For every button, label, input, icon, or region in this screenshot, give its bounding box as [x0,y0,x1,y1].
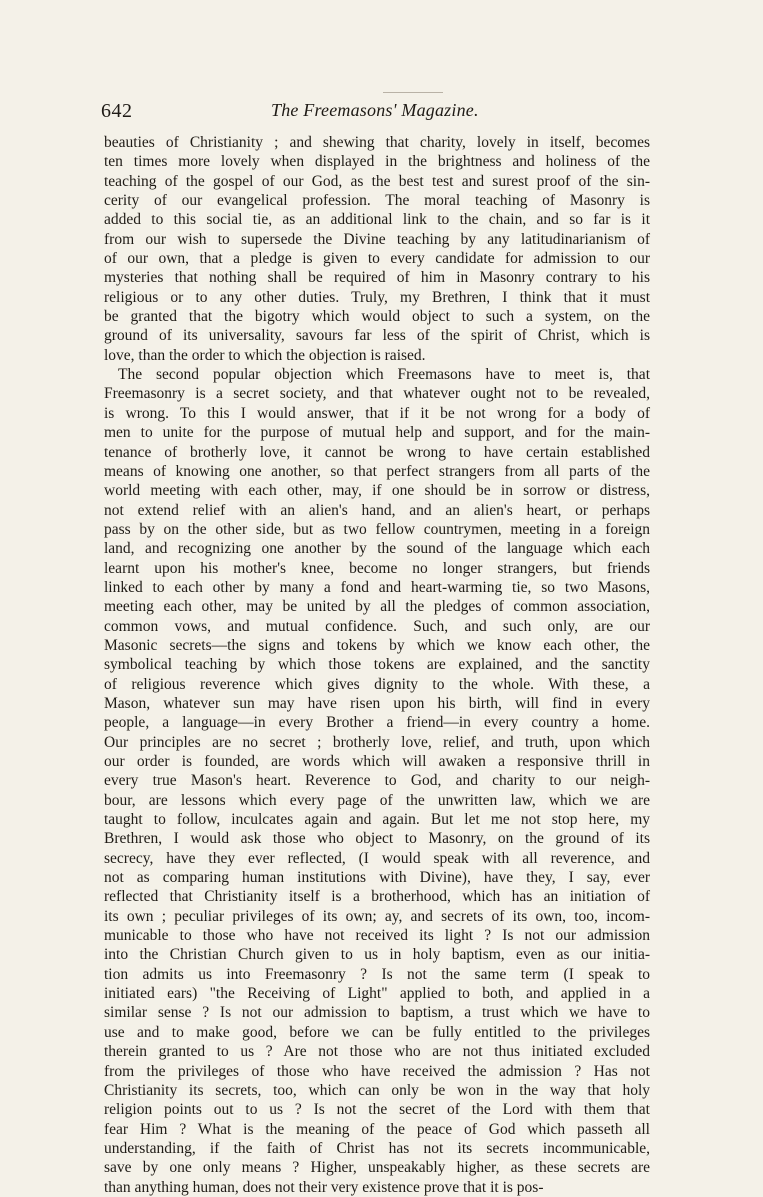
text-line: learnt upon his mother's knee, become no longer strangers, but friends [104,559,650,577]
text-line: Our principles are no secret ; brotherly love, relief, and truth, upon which [104,733,650,751]
page-number: 642 [101,100,133,122]
text-line: not extend relief with an alien's hand, and an alien's heart, or perhaps [104,501,650,519]
text-line: symbolical teaching by which those tokens are explained, and the sanctity [104,656,650,674]
text-line: from our wish to supersede the Divine teaching by any latitudinarianism of [104,230,650,248]
text-line: of religious reverence which gives dignity to the whole. With these, a [104,675,650,693]
text-line: similar sense ? Is not our admission to baptism, a trust which we have to [104,1004,650,1022]
text-line: ten times more lovely when displayed in the brightness and holiness of the [104,153,650,171]
text-line: people, a language—in every Brother a friend—in every country a home. [104,714,650,732]
text-line: be granted that the bigotry which would object to such a system, on the [104,308,650,326]
text-line: Brethren, I would ask those who object to Masonry, on the ground of its [104,830,650,848]
text-line: our order is founded, are words which will awaken a responsive thrill in [104,753,650,770]
text-line: linked to each other by many a fond and heart-warming tie, so two Masons, [104,578,650,596]
running-title: The Freemasons' Magazine. [271,100,479,120]
text-line: religious or to any other duties. Truly, my Brethren, I think that it must [104,288,650,306]
text-line: men to unite for the purpose of mutual help and support, and for the main- [104,424,650,442]
text-line: Freemasonry is a secret society, and that whatever ought not to be revealed, [104,385,650,403]
text-line: its own ; peculiar privileges of its own; ay, and secrets of its own, too, incom- [104,907,650,925]
text-line: teaching of the gospel of our God, as the best test and surest proof of the sin- [104,172,650,190]
text-line: from the privileges of those who have received the admission ? Has not [104,1062,650,1080]
text-line: fear Him ? What is the meaning of the peace of God which passeth all [104,1120,650,1138]
text-line: taught to follow, inculcates again and again. But let me not stop here, my [104,811,650,829]
text-line: pass by on the other side, but as two fellow countrymen, meeting in a foreign [104,520,650,538]
text-line: secrecy, have they ever reflected, (I would speak with all reverence, and [104,849,650,867]
text-line: bour, are lessons which every page of the unwritten law, which we are [104,791,650,809]
text-line: than anything human, does not their very existence prove that it is pos- [104,1178,544,1196]
text-line: ground of its universality, savours far less of the spirit of Christ, which is [104,327,650,345]
text-line: means of knowing one another, so that perfect strangers from all parts of the [104,462,650,480]
text-line: understanding, if the faith of Christ has not its secrets incommunicable, [104,1139,650,1157]
text-line: is wrong. To this I would answer, that if it be not wrong for a body of [104,404,650,422]
text-line: world meeting with each other, may, if one should be in sorrow or distress, [104,482,650,500]
text-line: mysteries that nothing shall be required of him in Masonry contrary to his [104,269,650,287]
text-line: save by one only means ? Higher, unspeakably higher, as these secrets are [104,1159,650,1177]
text-line: Christianity its secrets, too, which can only be won in the way that holy [104,1081,650,1099]
text-line: beauties of Christianity ; and shewing that charity, lovely in itself, becomes [104,134,650,151]
text-line: of our own, that a pledge is given to every candidate for admission to our [104,250,650,268]
text-line: Masonic secrets—the signs and tokens by which we know each other, the [104,636,650,654]
text-line: use and to make good, before we can be fully entitled to the privileges [104,1023,650,1041]
text-line: initiated ears) "the Receiving of Light" applied to both, and applied in a [104,985,650,1003]
text-line: love, than the order to which the objection is raised. [104,346,426,364]
page-header [101,100,661,130]
top-rule [383,92,443,93]
text-line: every true Mason's heart. Reverence to God, and charity to our neigh- [104,772,650,790]
text-line: meeting each other, may be united by all the pledges of common association, [104,598,650,616]
text-line: not as comparing human institutions with Divine), have they, I say, ever [104,869,650,887]
article-body [104,133,650,1197]
text-line: added to this social tie, as an additional link to the chain, and so far is it [104,211,650,229]
text-line: religion points out to us ? Is not the secret of the Lord with them that [104,1101,650,1119]
text-line: therein granted to us ? Are not those who are not thus initiated excluded [104,1043,650,1061]
text-line: cerity of our evangelical profession. The moral teaching of Masonry is [104,192,650,210]
text-line: Mason, whatever sun may have risen upon his birth, will find in every [104,694,650,712]
text-line: common vows, and mutual confidence. Such, and such only, are our [104,617,650,635]
text-line: into the Christian Church given to us in holy baptism, even as our initia- [104,946,650,964]
text-line: The second popular objection which Freemasons have to meet is, that [118,366,650,384]
text-line: reflected that Christianity itself is a brotherhood, which has an initiation of [104,888,650,906]
text-line: tenance of brotherly love, it cannot be wrong to have certain established [104,443,650,461]
text-line: tion admits us into Freemasonry ? Is not the same term (I speak to [104,965,650,983]
text-line: land, and recognizing one another by the sound of the language which each [104,540,650,558]
text-line: municable to those who have not received its light ? Is not our admission [104,927,650,945]
